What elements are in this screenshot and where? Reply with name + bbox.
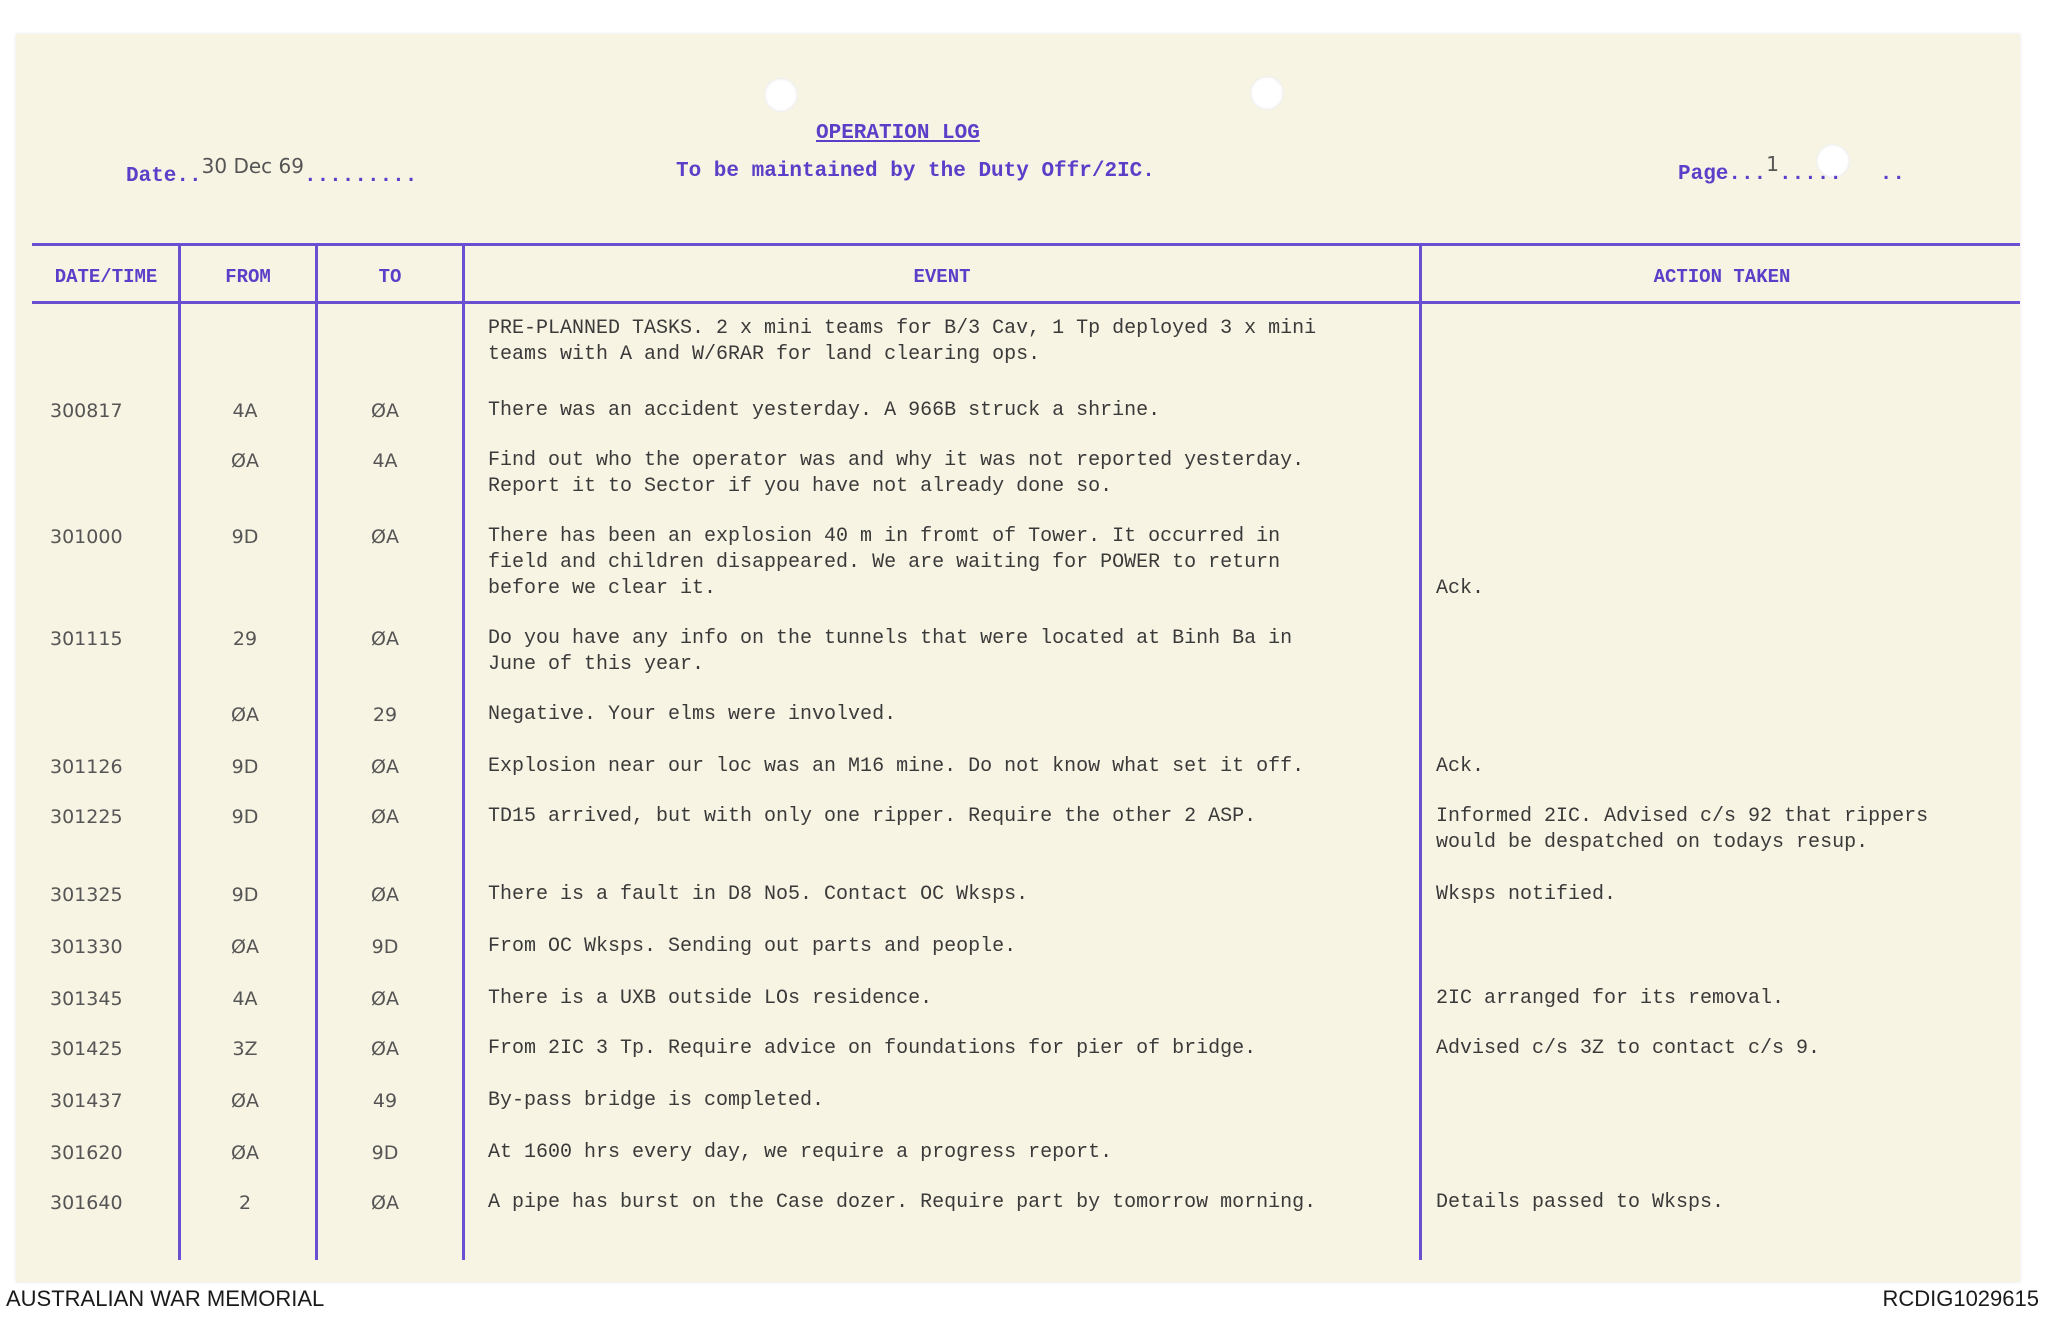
- page-value: 1: [1766, 152, 1779, 176]
- row-time: 300817: [50, 400, 123, 422]
- row-action: Ack.: [1436, 577, 1485, 600]
- row-from: ØA: [231, 1090, 259, 1112]
- row-to: ØA: [371, 806, 399, 828]
- date-label: Date: [126, 165, 177, 188]
- row-time: 301225: [50, 806, 123, 828]
- archive-id: RCDIG1029615: [1882, 1286, 2039, 1311]
- row-time: 301330: [50, 936, 123, 958]
- row-from: 9D: [231, 756, 259, 778]
- row-to: ØA: [371, 884, 399, 906]
- row-event: At 1600 hrs every day, we require a progress report.: [488, 1141, 1113, 1164]
- row-from: ØA: [231, 936, 259, 958]
- date-field: Date..30 Dec 69.........: [126, 154, 418, 188]
- row-event: Do you have any info on the tunnels that were located at Binh Ba in June of this year.: [488, 627, 1293, 676]
- row-event: TD15 arrived, but with only one ripper. Require the other 2 ASP.: [488, 805, 1257, 828]
- row-event: PRE-PLANNED TASKS. 2 x mini teams for B/3 Cav, 1 Tp deployed 3 x mini teams with A and W/6RAR for land clearing ops.: [488, 317, 1317, 366]
- column-header-datetime: DATE/TIME: [54, 266, 158, 288]
- column-header-from: FROM: [225, 266, 271, 288]
- row-action: Details passed to Wksps.: [1436, 1191, 1725, 1214]
- row-from: ØA: [231, 1142, 259, 1164]
- row-event: Find out who the operator was and why it was not reported yesterday. Report it to Sector if you have not already done so.: [488, 449, 1305, 498]
- table-header-rule: [32, 301, 2020, 304]
- row-from: 3Z: [232, 1038, 258, 1060]
- row-time: 301126: [50, 756, 123, 778]
- row-event: A pipe has burst on the Case dozer. Require part by tomorrow morning.: [488, 1191, 1317, 1214]
- row-from: 4A: [232, 400, 258, 422]
- row-from: 9D: [231, 526, 259, 548]
- row-from: 2: [238, 1192, 252, 1214]
- punch-hole: [764, 78, 798, 112]
- row-event: There is a fault in D8 No5. Contact OC Wksps.: [488, 883, 1029, 906]
- row-from: 29: [232, 628, 258, 650]
- row-event: From OC Wksps. Sending out parts and people.: [488, 935, 1017, 958]
- row-from: 4A: [232, 988, 258, 1010]
- punch-hole: [1250, 76, 1284, 110]
- row-event: By-pass bridge is completed.: [488, 1089, 825, 1112]
- row-event: Negative. Your elms were involved.: [488, 703, 897, 726]
- row-event: There was an accident yesterday. A 966B struck a shrine.: [488, 399, 1161, 422]
- column-divider: [315, 245, 318, 1260]
- row-action: Ack.: [1436, 755, 1485, 778]
- row-time: 301425: [50, 1038, 123, 1060]
- row-to: 4A: [372, 450, 398, 472]
- row-to: ØA: [371, 628, 399, 650]
- row-time: 301325: [50, 884, 123, 906]
- row-to: 9D: [371, 1142, 399, 1164]
- row-to: 49: [372, 1090, 398, 1112]
- row-time: 301000: [50, 526, 123, 548]
- row-event: Explosion near our loc was an M16 mine. Do not know what set it off.: [488, 755, 1305, 778]
- page-label: Page: [1678, 163, 1729, 186]
- column-divider: [178, 245, 181, 1260]
- row-to: ØA: [371, 988, 399, 1010]
- row-event: There is a UXB outside LOs residence.: [488, 987, 933, 1010]
- column-divider: [462, 245, 465, 1260]
- row-to: ØA: [371, 526, 399, 548]
- log-subtitle: To be maintained by the Duty Offr/2IC.: [676, 160, 1155, 183]
- row-time: 301620: [50, 1142, 123, 1164]
- row-to: 9D: [371, 936, 399, 958]
- page-field: Page...1..... ..: [1678, 152, 1905, 186]
- archive-credit: AUSTRALIAN WAR MEMORIAL: [6, 1286, 325, 1311]
- row-to: ØA: [371, 400, 399, 422]
- row-event: From 2IC 3 Tp. Require advice on foundations for pier of bridge.: [488, 1037, 1257, 1060]
- column-header-event: EVENT: [913, 266, 971, 288]
- column-divider: [1419, 245, 1422, 1260]
- column-header-to: TO: [378, 266, 402, 288]
- row-from: ØA: [231, 450, 259, 472]
- row-action: Advised c/s 3Z to contact c/s 9.: [1436, 1037, 1821, 1060]
- table-top-rule: [32, 243, 2020, 246]
- row-time: 301437: [50, 1090, 123, 1112]
- row-to: ØA: [371, 1038, 399, 1060]
- row-action: Wksps notified.: [1436, 883, 1617, 906]
- row-from: ØA: [231, 704, 259, 726]
- row-time: 301345: [50, 988, 123, 1010]
- row-time: 301640: [50, 1192, 123, 1214]
- column-header-action: ACTION TAKEN: [1653, 266, 1791, 288]
- row-to: ØA: [371, 1192, 399, 1214]
- row-action: 2IC arranged for its removal.: [1436, 987, 1785, 1010]
- row-action: Informed 2IC. Advised c/s 92 that rippers would be despatched on todays resup.: [1436, 805, 1929, 854]
- row-from: 9D: [231, 884, 259, 906]
- log-title: OPERATION LOG: [816, 122, 980, 145]
- row-to: 29: [372, 704, 398, 726]
- date-value: 30 Dec 69: [201, 154, 304, 178]
- row-time: 301115: [50, 628, 123, 650]
- row-to: ØA: [371, 756, 399, 778]
- row-from: 9D: [231, 806, 259, 828]
- row-event: There has been an explosion 40 m in fromt of Tower. It occurred in field and children disappeared. We are waiting for POWER to return before we clear it.: [488, 525, 1281, 600]
